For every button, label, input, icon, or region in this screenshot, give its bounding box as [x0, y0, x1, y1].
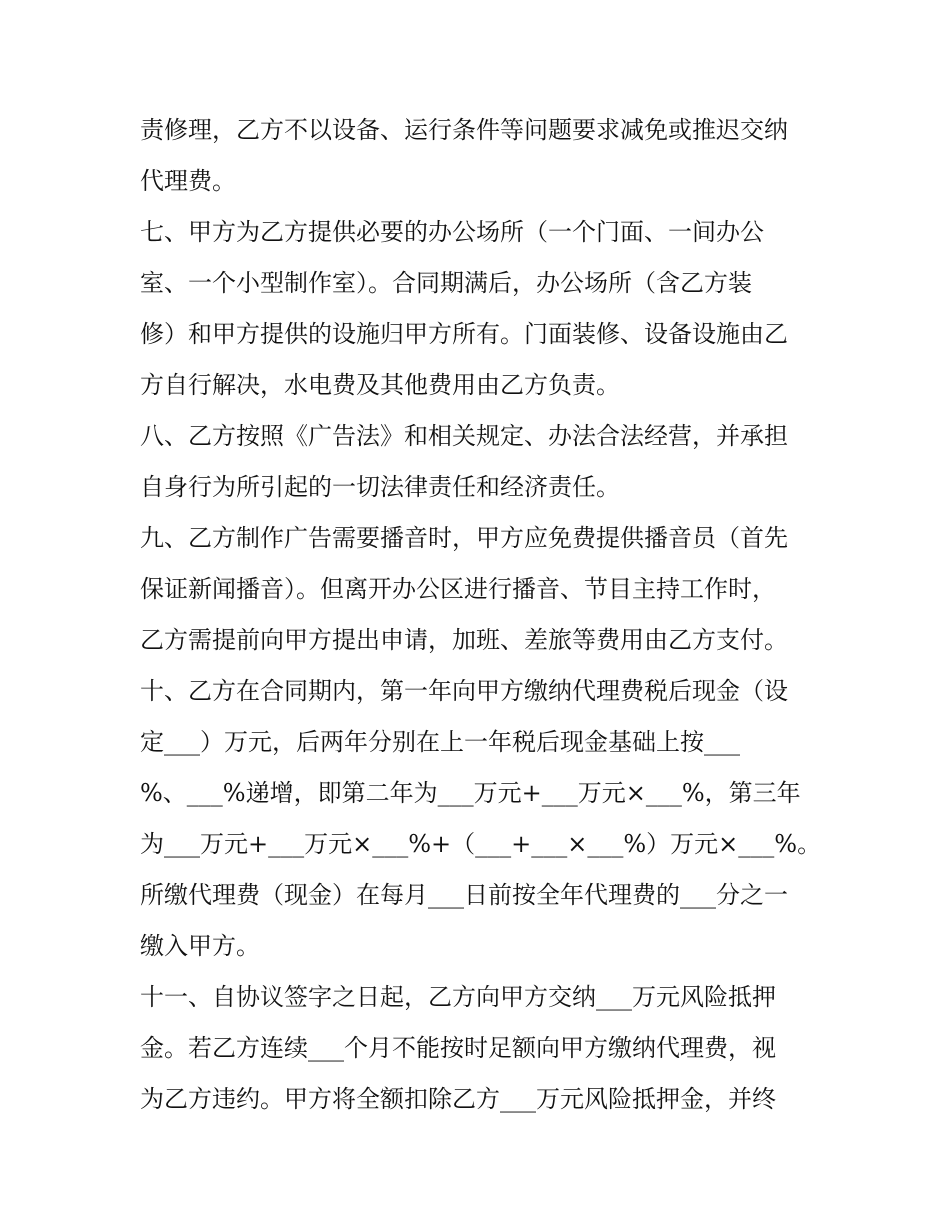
text-line: 八、乙方按照《广告法》和相关规定、办法合法经营，并承担 — [140, 422, 788, 450]
text-line: 责修理，乙方不以设备、运行条件等问题要求减免或推迟交纳 — [140, 116, 788, 144]
text-line: 十一、自协议签字之日起，乙方向甲方交纳___万元风险抵押 — [140, 983, 776, 1011]
text-line: 所缴代理费（现金）在每月___日前按全年代理费的___分之一 — [140, 881, 788, 909]
text-line: 金。若乙方连续___个月不能按时足额向甲方缴纳代理费，视 — [140, 1034, 776, 1062]
contract-text — [140, 105, 820, 1125]
text-line: 方自行解决，水电费及其他费用由乙方负责。 — [140, 371, 620, 399]
text-line: 保证新闻播音）。但离开办公区进行播音、节目主持工作时， — [140, 575, 776, 603]
text-line: 十、乙方在合同期内，第一年向甲方缴纳代理费税后现金（设 — [140, 677, 788, 705]
text-line: 自身行为所引起的一切法律责任和经济责任。 — [140, 473, 620, 501]
text-line: 为___万元+___万元×___%+（___+___×___%）万元×___%。 — [140, 830, 822, 858]
text-line: 七、甲方为乙方提供必要的办公场所（一个门面、一间办公 — [140, 218, 764, 246]
text-line: 九、乙方制作广告需要播音时，甲方应免费提供播音员（首先 — [140, 524, 788, 552]
text-line: %、___%递增，即第二年为___万元+___万元×___%，第三年 — [140, 779, 801, 807]
text-line: 乙方需提前向甲方提出申请，加班、差旅等费用由乙方支付。 — [140, 626, 788, 654]
text-line: 定___）万元，后两年分别在上一年税后现金基础上按___ — [140, 728, 740, 756]
text-line: 缴入甲方。 — [140, 932, 260, 960]
text-line: 代理费。 — [140, 167, 236, 195]
text-line: 修）和甲方提供的设施归甲方所有。门面装修、设备设施由乙 — [140, 320, 788, 348]
text-line: 为乙方违约。甲方将全额扣除乙方___万元风险抵押金，并终 — [140, 1085, 776, 1113]
text-line: 室、一个小型制作室）。合同期满后，办公场所（含乙方装 — [140, 269, 752, 297]
